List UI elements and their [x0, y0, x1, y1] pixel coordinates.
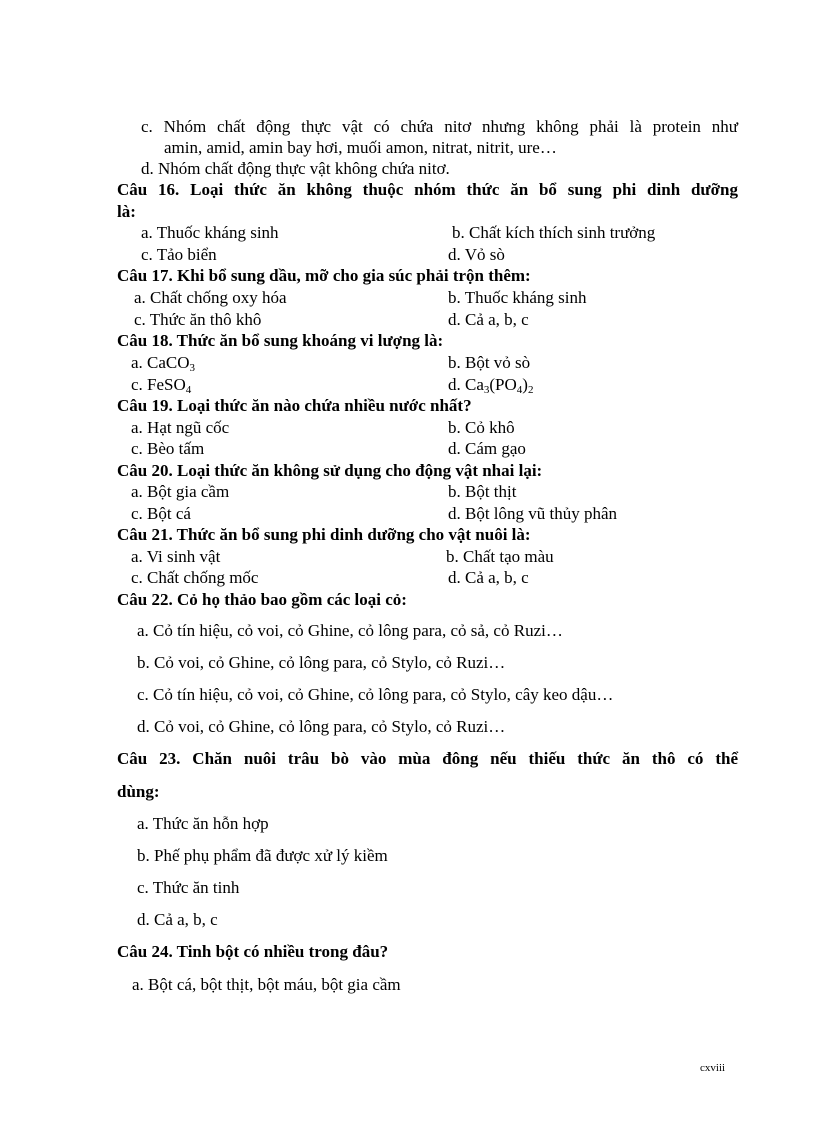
q17-option-c: c. Thức ăn thô khô: [134, 310, 262, 329]
q22-option-d: d. Cỏ voi, cỏ Ghine, cỏ lông para, cỏ Stylo, cỏ Ruzi…: [137, 717, 506, 736]
q18-title: Câu 18. Thức ăn bổ sung khoáng vi lượng là:: [117, 331, 444, 350]
q23-option-c: c. Thức ăn tinh: [137, 878, 240, 897]
q19-title: Câu 19. Loại thức ăn nào chứa nhiều nước nhất?: [117, 396, 472, 415]
q18-option-d: d. $Ca_3(PO_4)_2$: [448, 375, 534, 396]
q22-option-b: b. Cỏ voi, cỏ Ghine, cỏ lông para, cỏ Stylo, cỏ Ruzi…: [137, 653, 506, 672]
q21-option-d: d. Cả a, b, c: [448, 568, 529, 587]
q21-title: Câu 21. Thức ăn bổ sung phi dinh dưỡng cho vật nuôi là:: [117, 525, 531, 544]
q15-option-c-line2: amin, amid, amin bay hơi, muối amon, nitrat, nitrit, ure…: [164, 138, 557, 157]
q23-option-a: a. Thức ăn hỗn hợp: [137, 814, 269, 833]
q17-option-d: d. Cả a, b, c: [448, 310, 529, 329]
q19-option-d: d. Cám gạo: [448, 439, 526, 458]
q17-option-b: b. Thuốc kháng sinh: [448, 288, 587, 307]
q21-option-a: a. Vi sinh vật: [131, 547, 221, 566]
q16-option-b: b. Chất kích thích sinh trưởng: [452, 223, 656, 242]
q23-option-d: d. Cả a, b, c: [137, 910, 218, 929]
q20-option-a: a. Bột gia cầm: [131, 482, 230, 501]
q18-option-c: c. FeSO$_4$: [131, 375, 192, 396]
q16-option-d: d. Vỏ sò: [448, 245, 505, 264]
q23-option-b: b. Phế phụ phẩm đã được xử lý kiềm: [137, 846, 388, 865]
q19-option-c: c. Bèo tấm: [131, 439, 205, 458]
q21-option-c: c. Chất chống mốc: [131, 568, 259, 587]
q16-option-c: c. Tảo biển: [141, 245, 217, 264]
q20-option-c: c. Bột cá: [131, 504, 191, 523]
q15-option-c-line1: c. Nhóm chất động thực vật có chứa nitơ nhưng không phải là protein như: [141, 117, 738, 136]
q24-title: Câu 24. Tinh bột có nhiều trong đâu?: [117, 942, 389, 961]
q16-option-a: a. Thuốc kháng sinh: [141, 223, 279, 242]
q18-option-b: b. Bột vỏ sò: [448, 353, 531, 372]
q20-option-b: b. Bột thịt: [448, 482, 517, 501]
q19-option-a: a. Hạt ngũ cốc: [131, 418, 230, 437]
page-number: cxviii: [700, 1062, 726, 1074]
q23-title-line1: Câu 23. Chăn nuôi trâu bò vào mùa đông nếu thiếu thức ăn thô có thể: [117, 749, 738, 768]
q18-option-a: a. CaCO$_3$: [131, 353, 196, 374]
q24-option-a: a. Bột cá, bột thịt, bột máu, bột gia cầm: [132, 975, 401, 994]
q19-option-b: b. Cỏ khô: [448, 418, 515, 437]
q22-option-a: a. Cỏ tín hiệu, cỏ voi, cỏ Ghine, cỏ lông para, cỏ sả, cỏ Ruzi…: [137, 621, 563, 640]
q16-title-line1: Câu 16. Loại thức ăn không thuộc nhóm thức ăn bổ sung phi dinh dưỡng: [117, 180, 738, 199]
q17-title: Câu 17. Khi bổ sung dầu, mỡ cho gia súc phải trộn thêm:: [117, 266, 531, 285]
q15-option-d: d. Nhóm chất động thực vật không chứa nitơ.: [141, 159, 450, 178]
q22-title: Câu 22. Cỏ họ thảo bao gồm các loại cỏ:: [117, 590, 407, 609]
q16-title-line2: là:: [117, 202, 136, 221]
q22-option-c: c. Cỏ tín hiệu, cỏ voi, cỏ Ghine, cỏ lông para, cỏ Stylo, cây keo dậu…: [137, 685, 614, 704]
q20-title: Câu 20. Loại thức ăn không sử dụng cho động vật nhai lại:: [117, 461, 543, 480]
q23-title-line2: dùng:: [117, 782, 160, 801]
q21-option-b: b. Chất tạo màu: [446, 547, 554, 566]
q20-option-d: d. Bột lông vũ thủy phân: [448, 504, 618, 523]
q17-option-a: a. Chất chống oxy hóa: [134, 288, 287, 307]
